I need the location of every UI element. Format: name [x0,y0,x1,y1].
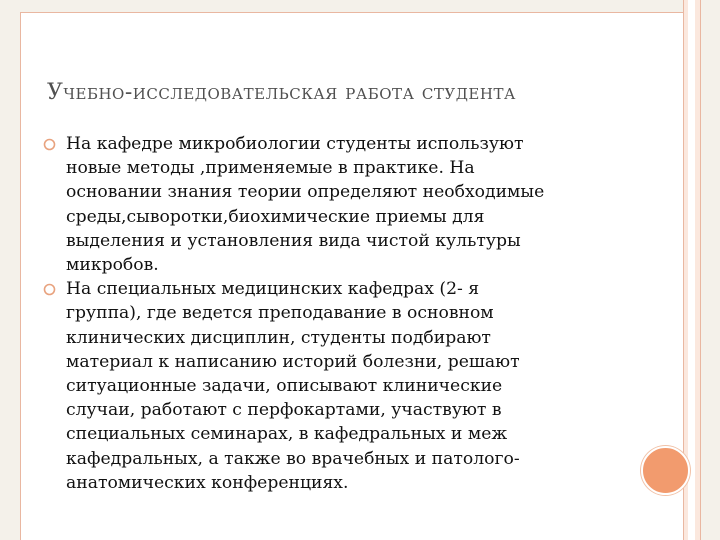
right-decorative-stripe-inner [688,0,695,540]
slide-title: Учебно-исследовательская работа студента [47,80,516,105]
bullet-item [40,277,640,495]
bullet-item [40,132,640,277]
bullet-list [40,132,640,495]
circle-bullet-icon [43,138,56,151]
bullet-text: На кафедре микробиологии студенты используют новые методы ,применяемые в практике. На основании знания теории определяют необходимые среды,сыворотки,биохимические приемы для выделения и установления вида чистой культуры микробов. [66,134,545,276]
decorative-orange-circle [641,446,690,495]
bullet-text: На специальных медицинских кафедрах (2- я группа), где ведется преподавание в основном клинических дисциплин, студенты подбирают материал к написанию историй болезни, решают ситуационные задачи, описывают клинические случаи, работают с перфокартами, участвуют в специальных семинарах, в кафедральных и меж кафедральных, а также во врачебных и патолого- анатомических конференциях. [66,279,520,493]
circle-bullet-icon [43,283,56,296]
